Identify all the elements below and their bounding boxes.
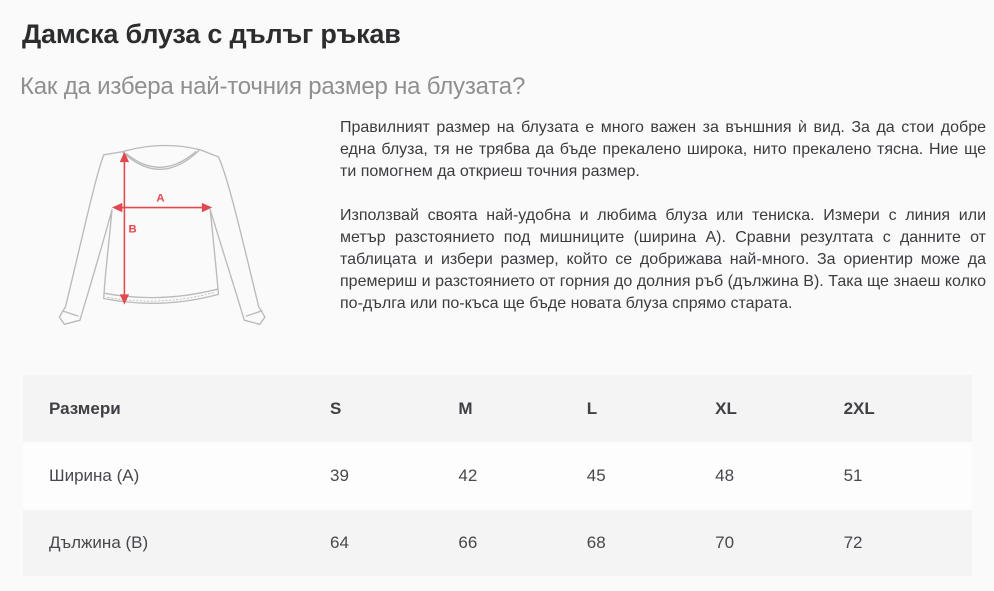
table-cell: 64 [330,533,349,552]
table-cell: 66 [458,533,478,552]
size-table-header-m: M [458,398,473,418]
length-arrow-head-bottom [120,294,129,304]
blouse-measurement-diagram [50,131,298,343]
intro-text [340,117,986,315]
row-label-width: Ширина (A) [49,466,140,485]
size-table-header-2xl: 2XL [843,398,875,418]
size-table-header-s: S [330,398,342,418]
length-arrow-label: B [128,223,137,236]
size-table [23,375,972,576]
size-table-header-label: Размери [49,398,121,418]
intro-paragraph-2: Използвай своята най-удобна и любима блуза или тениска. Измери с линия или метър разстоянието под мишниците (ширина A). Сравни резултата с данните от таблицата и избери размер, който се добрижава най-много. За ориентир може да премериш и разстоянието от горния до долния ръб (дължина B). Така ще знаеш колко по-дълга или по-къса ще бъде новата блуза спрямо старата. [340,207,986,312]
table-cell: 70 [715,533,735,552]
table-cell: 68 [586,533,606,552]
table-cell: 72 [843,533,863,552]
table-row [23,510,972,576]
table-cell: 45 [586,466,606,485]
section-heading: Как да избера най-точния размер на блузата? [20,73,526,100]
intro-paragraph-1: Правилният размер на блузата е много важен за външния ѝ вид. За да стои добре една блуза, тя не трябва да бъде прекалено широка, нито прекалено тясна. Ние ще ти помогнем да откриеш точния размер. [340,119,986,180]
table-cell: 48 [715,466,735,485]
table-cell: 42 [458,466,478,485]
width-arrow-head-left [112,203,122,212]
table-row [23,442,972,510]
size-table-header-xl: XL [715,398,737,418]
size-table-header-l: L [586,398,598,418]
width-arrow-label: A [156,192,165,205]
blouse-outline-group [59,145,265,324]
size-table-header-row [23,375,972,442]
page-title: Дамска блуза с дълъг ръкав [22,19,401,49]
table-cell: 39 [330,466,349,485]
row-label-length: Дължина (B) [49,533,149,552]
table-cell: 51 [843,466,863,485]
arrow-heads [112,152,212,305]
